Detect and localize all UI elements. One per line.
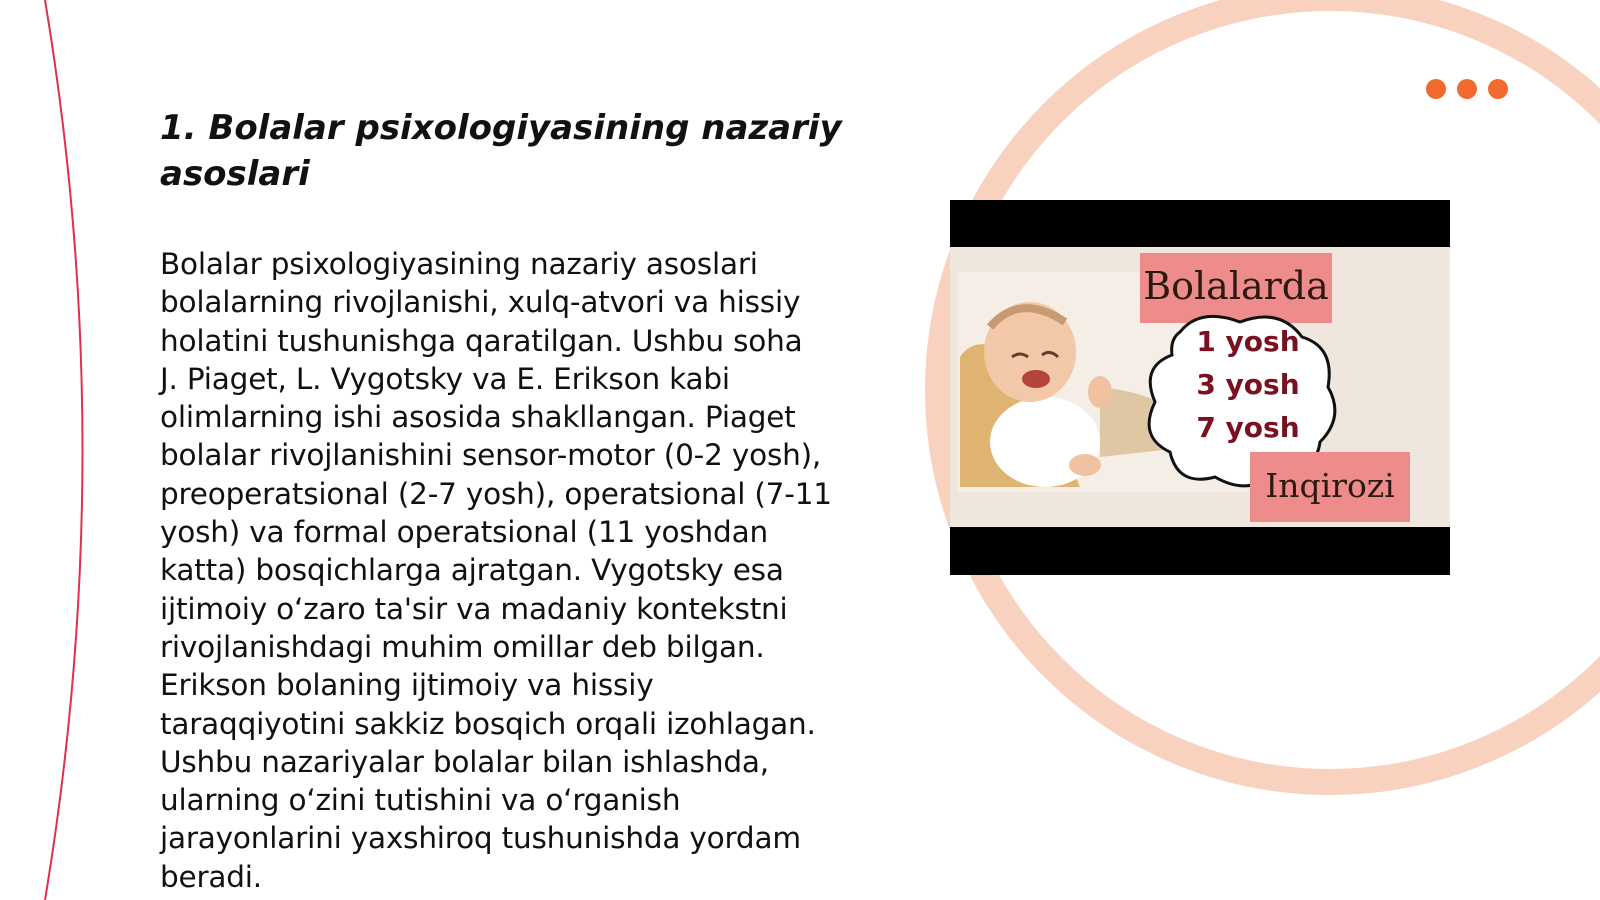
video-frame [950, 247, 1450, 527]
slide-body-text: Bolalar psixologiyasining nazariy asoslari bolalarning rivojlanishi, xulq-atvori va hissiy holatini tushunishga qaratilgan. Ushbu soha J. Piaget, L. Vygotsky va E. Erikson kabi olimlarning ishi asosida shakllangan. Piaget bolalar rivojlanishini sensor-motor (0-2 yosh), preoperatsional (2-7 yosh), operatsional (7-11 yosh) va formal operatsional (11 yoshdan katta) bosqichlarga ajratgan. Vygotsky esa ijtimoiy o‘zaro ta'sir va madaniy kontekstni rivojlanishdagi muhim omillar deb bilgan. Erikson bolaning ijtimoiy va hissiy taraqqiyotini sakkiz bosqich orqali izohlagan. Ushbu nazariyalar bolalar bilan ishlashda, ularning o‘zini tutishini va o‘rganish jarayonlarini yaxshiroq tushunishda yordam beradi. [160, 247, 832, 894]
dot-3 [1488, 79, 1508, 99]
banner-top-text: Bolalarda [1143, 264, 1329, 308]
banner-bottom-text: Inqirozi [1265, 466, 1395, 505]
age-3: 7 yosh [1196, 411, 1300, 444]
age-2: 3 yosh [1196, 368, 1300, 401]
video-thumbnail[interactable] [950, 200, 1450, 575]
dot-1 [1426, 79, 1446, 99]
dot-2 [1457, 79, 1477, 99]
age-1: 1 yosh [1196, 325, 1300, 358]
left-curve-line [45, 0, 83, 900]
video-illustration [950, 247, 1450, 527]
more-options-icon[interactable] [1426, 79, 1508, 99]
slide-title: 1. Bolalar psixologiyasining nazariy asoslari [160, 108, 842, 194]
